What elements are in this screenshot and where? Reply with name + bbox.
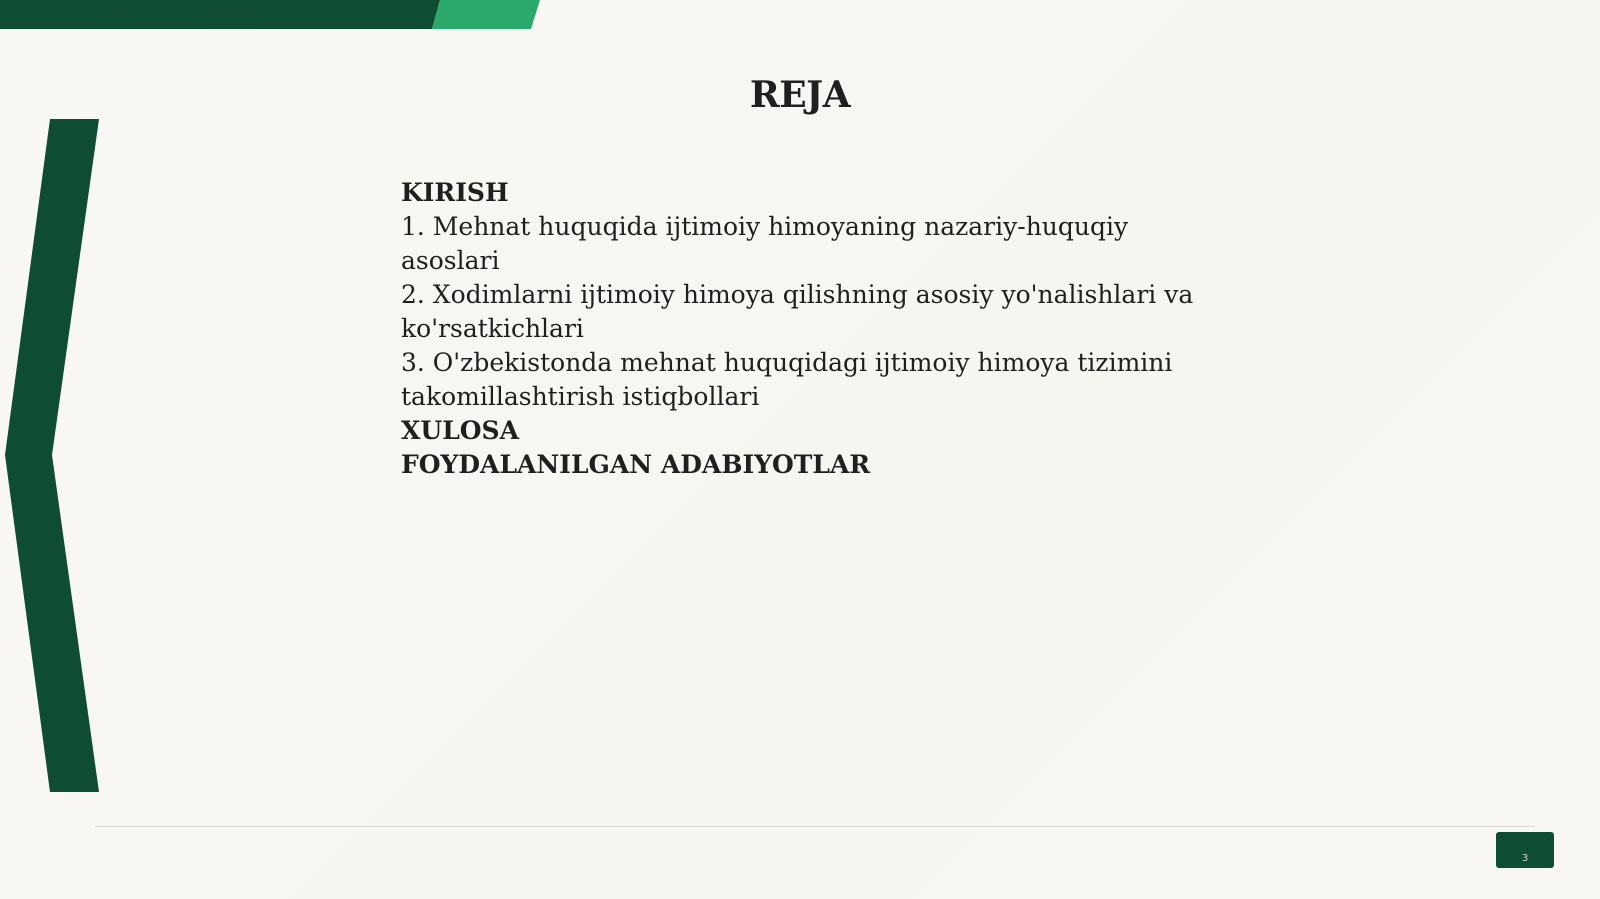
plan-item-2: 2. Xodimlarni ijtimoiy himoya qilishning asosiy yo'nalishlari va ko'rsatkichlari	[401, 280, 1194, 343]
plan-item-intro: KIRISH	[401, 178, 509, 207]
slide-title: REJA	[749, 74, 851, 116]
plan-item-conclusion: XULOSA	[401, 416, 520, 445]
plan-item-references: FOYDALANILGAN ADABIYOTLAR	[401, 450, 871, 479]
plan-list	[401, 176, 1201, 482]
footer-divider	[95, 826, 1535, 827]
left-chevron-shape	[5, 119, 99, 792]
page-number-badge: 3	[1496, 832, 1554, 868]
top-light-green-bar	[432, 0, 540, 29]
plan-item-1: 1. Mehnat huquqida ijtimoiy himoyaning nazariy-huquqiy asoslari	[401, 212, 1129, 275]
top-dark-green-bar	[0, 0, 440, 29]
plan-item-3: 3. O'zbekistonda mehnat huquqidagi ijtimoiy himoya tizimini takomillashtirish istiqbollari	[401, 348, 1173, 411]
